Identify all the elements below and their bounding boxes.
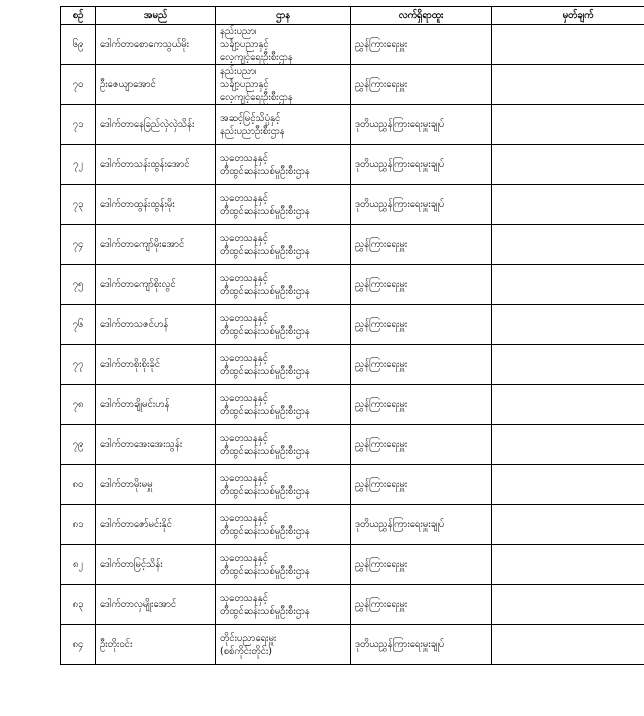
table-row (61, 585, 644, 625)
header-position: လက်ရှိရာထူး (351, 7, 492, 25)
cell-no: ၆၉ (61, 25, 96, 65)
department-line: သုတေသနနှင့် (220, 312, 268, 324)
department-line: သင်္ချာ့ပညာနှင့် (220, 79, 269, 90)
cell-name: ဒေါက်တာချိုမင်းဟန် (96, 385, 216, 425)
department-line: တီထွင်ဆန်းသစ်မှုဦးစီးဌာန (220, 405, 310, 417)
cell-no: ၈၀ (61, 465, 96, 505)
department-line: နည်းပညာဦးစီးဌာန (220, 125, 285, 137)
department-line: သုတေသနနှင့် (220, 152, 268, 164)
department-line: တီထွင်ဆန်းသစ်မှုဦးစီးဌာန (220, 485, 310, 497)
cell-name: ဒေါက်တာကျော်စိုးလွင် (96, 265, 216, 305)
cell-no: ၈၄ (61, 625, 96, 665)
cell-department (216, 65, 351, 105)
cell-name: ဒေါက်တာကျော်မိုးအောင် (96, 225, 216, 265)
department-line: တီထွင်ဆန်းသစ်မှုဦးစီးဌာန (220, 325, 310, 337)
department-line: တီထွင်ဆန်းသစ်မှုဦးစီးဌာန (220, 285, 310, 297)
cell-department (216, 585, 351, 625)
cell-no: ၈၂ (61, 545, 96, 585)
department-line: တိုင်းပညာရေးမှူး (220, 632, 277, 644)
cell-position: ဒုတိယညွှန်ကြားရေးမှူးချုပ် (351, 145, 492, 185)
cell-name: ဒေါက်တာမိုးမမှူ (96, 465, 216, 505)
department-line: တီထွင်ဆန်းသစ်မှုဦးစီးဌာန (220, 245, 310, 257)
cell-position: ဒုတိယညွှန်ကြားရေးမှူးချုပ် (351, 625, 492, 665)
cell-department (216, 225, 351, 265)
cell-department (216, 105, 351, 145)
header-row (61, 7, 644, 25)
cell-remarks (492, 65, 644, 105)
cell-department (216, 385, 351, 425)
cell-remarks (492, 225, 644, 265)
department-line: သုတေသနနှင့် (220, 272, 268, 284)
table-row (61, 505, 644, 545)
cell-remarks (492, 145, 644, 185)
table-row (61, 65, 644, 105)
cell-remarks (492, 105, 644, 145)
cell-name: ဒေါက်တာသဇင်ဟန် (96, 305, 216, 345)
department-line: တီထွင်ဆန်းသစ်မှုဦးစီးဌာန (220, 525, 310, 537)
table-row (61, 385, 644, 425)
cell-department (216, 305, 351, 345)
cell-department (216, 625, 351, 665)
table-row (61, 145, 644, 185)
cell-name: ဒေါက်တာမြင့်သိန်း (96, 545, 216, 585)
cell-remarks (492, 585, 644, 625)
cell-department (216, 465, 351, 505)
table-row (61, 185, 644, 225)
cell-position: ညွှန်ကြားရေးမှူး (351, 585, 492, 625)
cell-remarks (492, 385, 644, 425)
table-row (61, 625, 644, 665)
department-line: တီထွင်ဆန်းသစ်မှုဦးစီးဌာန (220, 565, 310, 577)
cell-remarks (492, 545, 644, 585)
table-row (61, 545, 644, 585)
cell-name: ဦးတိုးဝင်း (96, 625, 216, 665)
cell-position: ညွှန်ကြားရေးမှူး (351, 545, 492, 585)
department-line: သင်္ချာ့ပညာနှင့် (220, 39, 269, 50)
department-line: သုတေသနနှင့် (220, 592, 268, 604)
cell-name: ဒေါက်တာထွန်းထွန်းမိုး (96, 185, 216, 225)
cell-position: ဒုတိယညွှန်ကြားရေးမှူးချုပ် (351, 505, 492, 545)
cell-department (216, 425, 351, 465)
department-line: အဆင့်မြင့်သိပ္ပံနှင့် (220, 112, 281, 124)
cell-remarks (492, 505, 644, 545)
department-line: နည်းပညာ၊ (220, 66, 257, 77)
table-row (61, 225, 644, 265)
cell-department (216, 345, 351, 385)
cell-position: ညွှန်ကြားရေးမှူး (351, 65, 492, 105)
department-line: သုတေသနနှင့် (220, 232, 268, 244)
department-line: တီထွင်ဆန်းသစ်မှုဦးစီးဌာန (220, 605, 310, 617)
header-no: စဉ် (61, 7, 96, 25)
cell-no: ၇၈ (61, 385, 96, 425)
table-row (61, 105, 644, 145)
cell-no: ၇၁ (61, 105, 96, 145)
cell-department (216, 185, 351, 225)
cell-name: ဒေါက်တာစိုးစိုးခိုင် (96, 345, 216, 385)
cell-no: ၇၂ (61, 145, 96, 185)
header-department: ဌာန (216, 7, 351, 25)
cell-name: ဒေါက်တာစောကေသွယ်မိုး (96, 25, 216, 65)
department-line: သုတေသနနှင့် (220, 472, 268, 484)
cell-no: ၈၁ (61, 505, 96, 545)
cell-remarks (492, 25, 644, 65)
cell-no: ၇၀ (61, 65, 96, 105)
department-line: တီထွင်ဆန်းသစ်မှုဦးစီးဌာန (220, 165, 310, 177)
table-row (61, 265, 644, 305)
cell-position: ဒုတိယညွှန်ကြားရေးမှူးချုပ် (351, 185, 492, 225)
department-line: သုတေသနနှင့် (220, 392, 268, 404)
cell-position: ညွှန်ကြားရေးမှူး (351, 425, 492, 465)
cell-no: ၇၃ (61, 185, 96, 225)
cell-remarks (492, 185, 644, 225)
department-line: သုတေသနနှင့် (220, 432, 268, 444)
department-line: တီထွင်ဆန်းသစ်မှုဦးစီးဌာန (220, 205, 310, 217)
table-row (61, 305, 644, 345)
cell-position: ဒုတိယညွှန်ကြားရေးမှူးချုပ် (351, 105, 492, 145)
cell-no: ၇၅ (61, 265, 96, 305)
department-line: သုတေသနနှင့် (220, 352, 268, 364)
cell-position: ညွှန်ကြားရေးမှူး (351, 25, 492, 65)
cell-no: ၈၃ (61, 585, 96, 625)
cell-name: ဒေါက်တာအေးအေးသွန်း (96, 425, 216, 465)
cell-remarks (492, 465, 644, 505)
table-row (61, 25, 644, 65)
department-line: သုတေသနနှင့် (220, 512, 268, 524)
cell-remarks (492, 345, 644, 385)
department-line: လေ့ကျင့်ရေးဦးစီးဌာန (220, 52, 293, 63)
cell-no: ၇၉ (61, 425, 96, 465)
department-line: နည်းပညာ၊ (220, 26, 257, 37)
department-line: လေ့ကျင့်ရေးဦးစီးဌာန (220, 92, 293, 103)
department-line: သုတေသနနှင့် (220, 192, 268, 204)
department-line: တီထွင်ဆန်းသစ်မှုဦးစီးဌာန (220, 445, 310, 457)
table-body (61, 25, 644, 665)
staff-table (60, 6, 644, 665)
cell-no: ၇၇ (61, 345, 96, 385)
cell-department (216, 545, 351, 585)
department-line: (စစ်ကိုင်းတိုင်း) (220, 645, 273, 657)
cell-department (216, 145, 351, 185)
cell-no: ၇၄ (61, 225, 96, 265)
cell-department (216, 265, 351, 305)
cell-no: ၇၆ (61, 305, 96, 345)
cell-position: ညွှန်ကြားရေးမှူး (351, 265, 492, 305)
cell-name: ဒေါက်တာဇော်မင်းနိုင် (96, 505, 216, 545)
cell-position: ညွှန်ကြားရေးမှူး (351, 345, 492, 385)
table-row (61, 345, 644, 385)
cell-position: ညွှန်ကြားရေးမှူး (351, 465, 492, 505)
header-name: အမည် (96, 7, 216, 25)
cell-name: ဦးဇေယျာအောင် (96, 65, 216, 105)
cell-remarks (492, 265, 644, 305)
cell-department (216, 505, 351, 545)
department-line: သုတေသနနှင့် (220, 552, 268, 564)
cell-name: ဒေါက်တာနေခြည်လှဲလှဲသိန်း (96, 105, 216, 145)
cell-department (216, 25, 351, 65)
header-remarks: မှတ်ချက် (492, 7, 644, 25)
department-line: တီထွင်ဆန်းသစ်မှုဦးစီးဌာန (220, 365, 310, 377)
cell-position: ညွှန်ကြားရေးမှူး (351, 305, 492, 345)
cell-position: ညွှန်ကြားရေးမှူး (351, 225, 492, 265)
table-row (61, 465, 644, 505)
cell-name: ဒေါက်တာသန်းထွန်းအောင် (96, 145, 216, 185)
cell-remarks (492, 625, 644, 665)
cell-remarks (492, 305, 644, 345)
table-row (61, 425, 644, 465)
cell-position: ညွှန်ကြားရေးမှူး (351, 385, 492, 425)
cell-remarks (492, 425, 644, 465)
cell-name: ဒေါက်တာလှမျိုးအောင် (96, 585, 216, 625)
